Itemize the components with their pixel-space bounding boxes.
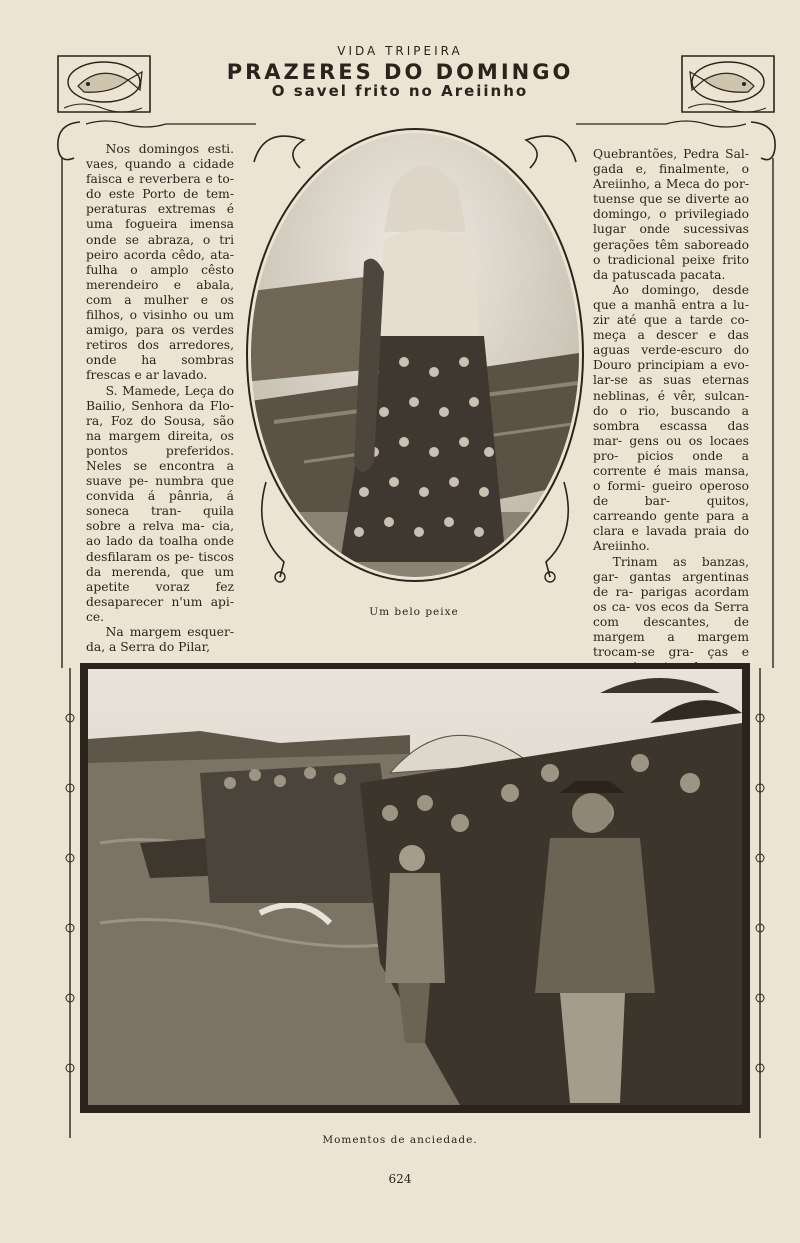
- photo-border-right: [748, 668, 774, 1138]
- photo-border-left: [56, 668, 82, 1138]
- portrait-photo: [244, 122, 586, 584]
- left-text-column: [86, 142, 234, 655]
- paragraph: Quebrantões, Pedra Sal- gada e, finalmente, o Areiinho, a Meca do por- tuense que se diverte ao domingo, o privilegiado lugar onde sucessivas gerações têm saboreado o tradicional peixe frito da patuscada pacata.: [593, 147, 749, 282]
- crowd-caption: Momentos de anciedade.: [322, 1134, 478, 1146]
- right-border-rule: [745, 118, 785, 678]
- paragraph: Na margem esquer- da, a Serra do Pilar,: [86, 625, 234, 655]
- section-kicker: VIDA TRIPEIRA: [337, 44, 463, 58]
- portrait-caption: Um belo peixe: [369, 606, 459, 618]
- article-subtitle: O savel frito no Areiinho: [271, 82, 529, 100]
- crowd-photo: [80, 663, 750, 1113]
- left-border-rule: [50, 118, 90, 678]
- paragraph: Ao domingo, desde que a manhã entra a lu- zir até que a tarde co- meça a descer e das aguas verde-escuro do Douro principiam a evo- lar-se as suas eternas neblinas, é vêr, sulcan- do o rio, buscando a sombra escassa das mar- gens ou os locaes pro- picios onde a corrente é mais mansa, o formi- gueiro operoso de bar- quitos, carreando gente para a clara e lavada praia do Areiinho.: [593, 282, 749, 554]
- paragraph: S. Mamede, Leça do Bailio, Senhora da Flo- ra, Foz do Sousa, são na margem direita, os pontos preferidos. Neles se encontra a suave pe- numbra que convida á pânria, á soneca tran- quila sobre a relva ma- cia, ao lado da toalha onde desfilaram os pe- tiscos da merenda, que um apetite voraz fez desaparecer n'um api- ce.: [86, 383, 234, 624]
- right-text-column: [593, 147, 749, 675]
- article-title: PRAZERES DO DOMINGO: [226, 60, 574, 84]
- paragraph: Trinam as banzas, gar- gantas argentinas de ra- parigas acordam os ca- vos ecos da Serra com descantes, de margem a margem trocam-se gra- ças e: [593, 554, 749, 660]
- paragraph: Nos domingos esti. vaes, quando a cidade faisca e reverbera e to- do este Porto de tem- peraturas extremas é uma fogueira imensa onde se abraza, o tri peiro acorda cêdo, ata- fulha o amplo cêsto merendeiro e abala, com a mulher e os filhos, o visinho ou um amigo, para os verdes retiros dos arredores, onde ha sombras frescas e ar lavado.: [86, 142, 234, 383]
- page-number: 624: [388, 1172, 412, 1186]
